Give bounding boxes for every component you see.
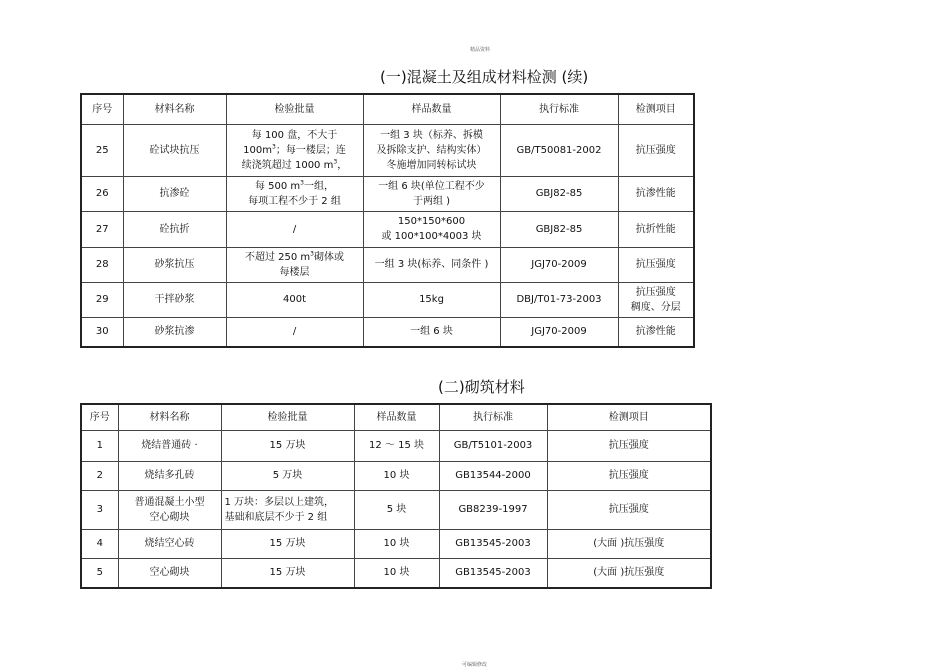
batch-line: 基础和底层不少于 2 组	[224, 511, 328, 523]
header-no: 序号	[81, 94, 123, 124]
row-test-item: 抗压强度	[547, 430, 711, 461]
row-test-item: (大面 )抗压强度	[547, 529, 711, 558]
header-sample-qty: 样品数量	[354, 404, 439, 430]
masonry-materials-table	[80, 403, 712, 589]
table1-header-row	[81, 94, 694, 124]
table-row	[81, 529, 711, 558]
sample-line: 一组 3 块（标养、拆模	[380, 129, 483, 141]
row-test-item: 抗压强度	[618, 247, 694, 282]
batch-line: 1 万块：多层以上建筑，	[224, 496, 335, 508]
batch-line: 每 100 盘，不大于	[251, 129, 338, 141]
item-line: 抗压强度	[635, 286, 676, 298]
row-batch: 15 万块	[221, 558, 354, 588]
batch-line	[230, 158, 360, 173]
row-material-name: 干拌砂浆	[123, 282, 226, 317]
row-sample-qty	[363, 124, 500, 176]
row-no: 4	[81, 529, 118, 558]
table-row	[81, 558, 711, 588]
header-test-item: 检测项目	[618, 94, 694, 124]
row-sample-qty: 5 块	[354, 490, 439, 529]
row-test-item	[618, 282, 694, 317]
header-standard: 执行标准	[439, 404, 547, 430]
batch-text: 砌体或	[314, 251, 344, 263]
row-material-name: 砼试块抗压	[123, 124, 226, 176]
header-material-name: 材料名称	[123, 94, 226, 124]
row-no: 25	[81, 124, 123, 176]
row-batch: 15 万块	[221, 529, 354, 558]
row-standard: DBJ/T01-73-2003	[500, 282, 618, 317]
concrete-materials-table	[80, 93, 695, 348]
batch-text: 不超过 250 m	[244, 251, 311, 263]
row-sample-qty: 12 ～ 15 块	[354, 430, 439, 461]
item-line: 稠度、分层	[630, 301, 681, 313]
row-no: 28	[81, 247, 123, 282]
row-batch: 5 万块	[221, 461, 354, 490]
row-sample-qty	[363, 211, 500, 247]
row-standard: GBJ82-85	[500, 176, 618, 211]
header-material-name: 材料名称	[118, 404, 221, 430]
superscript: 3	[300, 179, 304, 187]
batch-line	[230, 250, 360, 265]
row-test-item: 抗渗性能	[618, 176, 694, 211]
table1-title: (一)混凝土及组成材料检测 (续)	[380, 68, 589, 86]
batch-text: 100m	[243, 144, 272, 156]
batch-text: 续浇筑超过 1000 m	[241, 159, 334, 171]
batch-text: 每 500 m	[254, 180, 301, 192]
sample-line: 150*150*600	[397, 216, 466, 227]
footer-note: 可编辑修改	[462, 662, 488, 668]
row-no: 30	[81, 317, 123, 347]
row-material-name: 空心砌块	[118, 558, 221, 588]
batch-line: 每楼层	[279, 266, 310, 278]
row-sample-qty	[363, 176, 500, 211]
header-no: 序号	[81, 404, 118, 430]
row-material-name: 烧结多孔砖	[118, 461, 221, 490]
table-row	[81, 461, 711, 490]
batch-line	[230, 179, 360, 194]
sample-line: 于两组 )	[412, 195, 451, 207]
sample-line: 及拆除支护、结构实体）	[376, 144, 487, 156]
batch-text: ；每一楼层；连	[275, 144, 346, 156]
row-material-name	[118, 490, 221, 529]
row-test-item: (大面 )抗压强度	[547, 558, 711, 588]
row-standard: GB13545-2003	[439, 558, 547, 588]
sample-line: 冬施增加同转标试块	[386, 159, 477, 171]
row-sample-qty: 10 块	[354, 558, 439, 588]
row-material-name: 烧结普通砖 ·	[118, 430, 221, 461]
row-standard: GB/T50081-2002	[500, 124, 618, 176]
header-test-item: 检测项目	[547, 404, 711, 430]
superscript: 3	[310, 250, 314, 258]
row-standard: GB8239-1997	[439, 490, 547, 529]
row-sample-qty: 一组 3 块(标养、同条件 )	[363, 247, 500, 282]
table2-title: (二)砌筑材料	[438, 378, 525, 396]
header-standard: 执行标准	[500, 94, 618, 124]
row-no: 3	[81, 490, 118, 529]
batch-line: 每项工程不少于 2 组	[248, 195, 341, 207]
name-line: 普通混凝土小型	[134, 496, 205, 508]
row-material-name: 砂浆抗渗	[123, 317, 226, 347]
superscript: 3	[333, 158, 338, 166]
row-sample-qty: 15kg	[363, 282, 500, 317]
row-batch: /	[226, 317, 363, 347]
row-material-name: 砼抗折	[123, 211, 226, 247]
table-row	[81, 317, 694, 347]
row-no: 5	[81, 558, 118, 588]
row-batch	[226, 176, 363, 211]
row-sample-qty: 一组 6 块	[363, 317, 500, 347]
row-standard: GB13544-2000	[439, 461, 547, 490]
row-standard: GB13545-2003	[439, 529, 547, 558]
row-test-item: 抗压强度	[547, 490, 711, 529]
row-batch: /	[226, 211, 363, 247]
sample-line: 或 100*100*4003 块	[381, 231, 482, 242]
table-row	[81, 430, 711, 461]
header-note: 精品资料	[470, 47, 491, 53]
table-row	[81, 282, 694, 317]
row-standard: JGJ70-2009	[500, 247, 618, 282]
row-no: 2	[81, 461, 118, 490]
row-no: 27	[81, 211, 123, 247]
header-batch: 检验批量	[221, 404, 354, 430]
row-no: 29	[81, 282, 123, 317]
row-standard: JGJ70-2009	[500, 317, 618, 347]
row-material-name: 抗渗砼	[123, 176, 226, 211]
row-test-item: 抗压强度	[618, 124, 694, 176]
table-row	[81, 490, 711, 529]
row-sample-qty: 10 块	[354, 529, 439, 558]
table-row	[81, 176, 694, 211]
batch-text: 一组，	[304, 180, 334, 192]
row-sample-qty: 10 块	[354, 461, 439, 490]
sample-line: 一组 6 块(单位工程不少	[378, 180, 485, 192]
header-sample-qty: 样品数量	[363, 94, 500, 124]
header-batch: 检验批量	[226, 94, 363, 124]
row-batch	[221, 490, 354, 529]
row-no: 26	[81, 176, 123, 211]
row-material-name: 砂浆抗压	[123, 247, 226, 282]
row-batch	[226, 124, 363, 176]
row-test-item: 抗折性能	[618, 211, 694, 247]
row-test-item: 抗压强度	[547, 461, 711, 490]
batch-line	[230, 143, 360, 158]
row-batch: 15 万块	[221, 430, 354, 461]
table-row	[81, 247, 694, 282]
superscript: 3	[272, 143, 276, 151]
row-standard: GBJ82-85	[500, 211, 618, 247]
row-no: 1	[81, 430, 118, 461]
table2-header-row	[81, 404, 711, 430]
row-material-name: 烧结空心砖	[118, 529, 221, 558]
table-row	[81, 211, 694, 247]
row-test-item: 抗渗性能	[618, 317, 694, 347]
table-row	[81, 124, 694, 176]
row-batch	[226, 247, 363, 282]
name-line: 空心砌块	[149, 511, 190, 523]
row-standard: GB/T5101-2003	[439, 430, 547, 461]
batch-text: ，	[337, 159, 348, 171]
row-batch: 400t	[226, 282, 363, 317]
